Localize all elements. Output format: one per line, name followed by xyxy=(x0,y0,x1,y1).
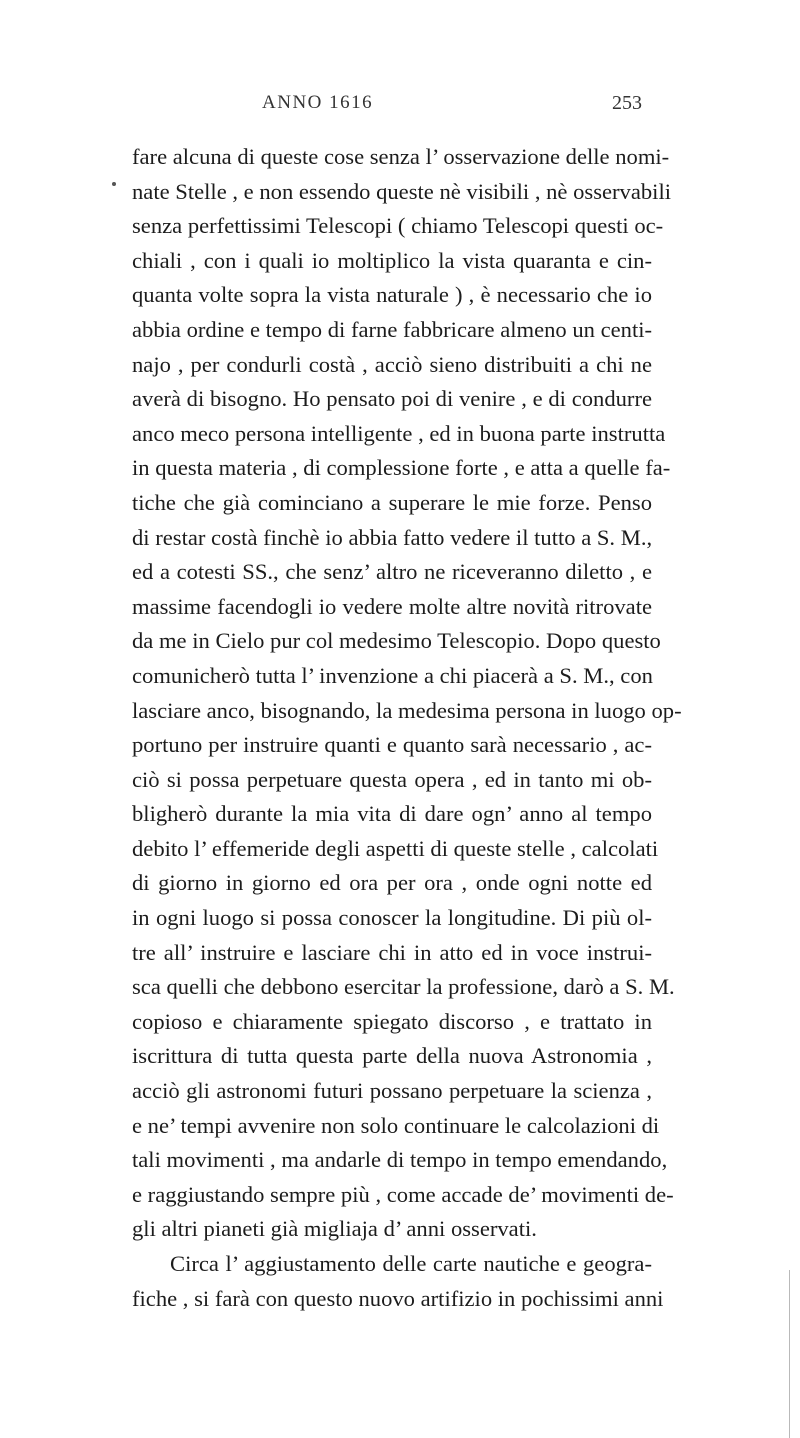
text-line: fare alcuna di queste cose senza l’ osservazione delle nomi- xyxy=(132,144,670,169)
text-line: massime facendogli io vedere molte altre novità ritrovate xyxy=(132,593,652,619)
text-line: tre all’ instruire e lasciare chi in atto ed in voce instrui- xyxy=(132,939,652,965)
text-line: tali movimenti , ma andarle di tempo in tempo emendando, xyxy=(132,1147,668,1173)
text-line: debito l’ effemeride degli aspetti di queste stelle , calcolati xyxy=(132,835,659,861)
text-line: copioso e chiaramente spiegato discorso , e trattato in xyxy=(132,1008,652,1034)
body-text xyxy=(132,140,682,1316)
text-line: anco meco persona intelligente , ed in buona parte instrutta xyxy=(132,420,666,446)
text-line: e raggiustando sempre più , come accade de’ movimenti de- xyxy=(132,1181,674,1207)
text-line: portuno per instruire quanti e quanto sarà necessario , ac- xyxy=(132,732,652,758)
margin-dot-mark xyxy=(112,182,116,186)
text-line: fiche , si farà con questo nuovo artifizio in pochissimi anni xyxy=(132,1285,664,1311)
text-line: lasciare anco, bisognando, la medesima persona in luogo op- xyxy=(132,697,682,723)
paragraph-start-line: Circa l’ aggiustamento delle carte nautiche e geogra- xyxy=(170,1251,652,1276)
page-number: 253 xyxy=(612,92,642,114)
text-line: sca quelli che debbono esercitar la professione, darò a S. M. xyxy=(132,974,675,1000)
text-line: ciò si possa perpetuare questa opera , ed in tanto mi ob- xyxy=(132,766,652,792)
text-line: tiche che già cominciano a superare le mie forze. Penso xyxy=(132,489,652,515)
text-line: najo , per condurli costà , acciò sieno distribuiti a chi ne xyxy=(132,351,652,377)
text-line: di giorno in giorno ed ora per ora , onde ogni notte ed xyxy=(132,870,652,896)
text-line: da me in Cielo pur col medesimo Telescopio. Dopo questo xyxy=(132,628,661,654)
text-line: iscrittura di tutta questa parte della nuova Astronomia , xyxy=(132,1043,652,1069)
text-line: ed a cotesti SS., che senz’ altro ne riceveranno diletto , e xyxy=(132,559,652,585)
text-line: in questa materia , di complessione forte , e atta a quelle fa- xyxy=(132,455,671,481)
text-line: abbia ordine e tempo di farne fabbricare almeno un centi- xyxy=(132,316,653,342)
text-line: acciò gli astronomi futuri possano perpetuare la scienza , xyxy=(132,1078,652,1104)
running-head xyxy=(0,92,800,122)
text-line: senza perfettissimi Telescopi ( chiamo Telescopi questi oc- xyxy=(132,213,664,239)
text-line: comunicherò tutta l’ invenzione a chi piacerà a S. M., con xyxy=(132,662,653,688)
page-edge-line xyxy=(789,1270,790,1438)
text-line: in ogni luogo si possa conoscer la longitudine. Di più ol- xyxy=(132,905,652,931)
running-title: ANNO 1616 xyxy=(262,92,374,113)
text-line: di restar costà finchè io abbia fatto vedere il tutto a S. M., xyxy=(132,524,653,550)
text-line: averà di bisogno. Ho pensato poi di venire , e di condurre xyxy=(132,386,652,412)
paragraph-end-line: gli altri pianeti già migliaja d’ anni osservati. xyxy=(132,1216,537,1242)
text-line: quanta volte sopra la vista naturale ) , è necessario che io xyxy=(132,282,652,308)
text-line: nate Stelle , e non essendo queste nè visibili , nè osservabili xyxy=(132,178,671,204)
text-line: chiali , con i quali io moltiplico la vista quaranta e cin- xyxy=(132,247,652,273)
text-line: bligherò durante la mia vita di dare ogn’ anno al tempo xyxy=(132,801,652,827)
text-line: e ne’ tempi avvenire non solo continuare le calcolazioni di xyxy=(132,1112,660,1138)
